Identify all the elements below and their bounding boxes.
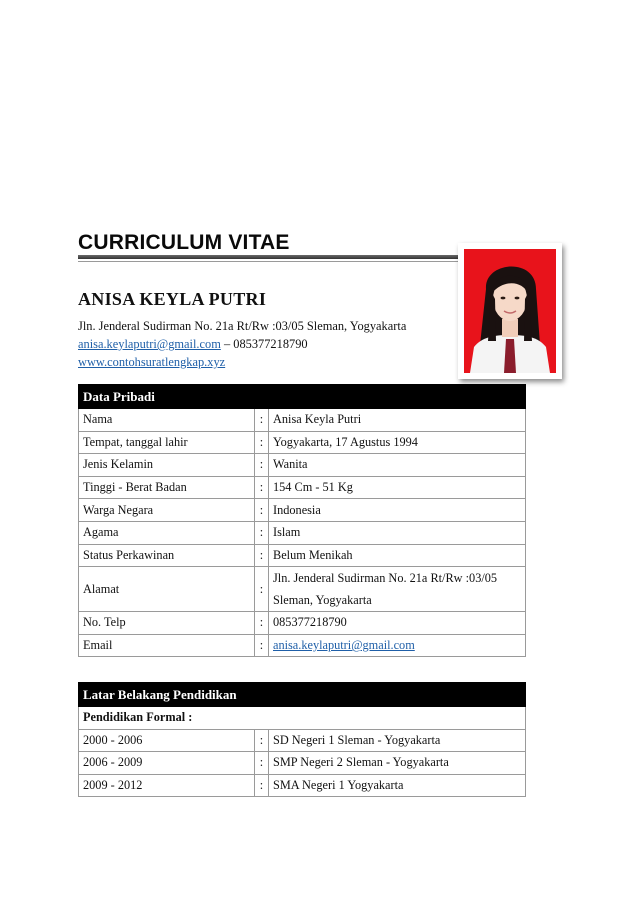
row-label: No. Telp	[79, 612, 255, 635]
row-label: Email	[79, 634, 255, 657]
education-school: SMP Negeri 2 Sleman - Yogyakarta	[269, 752, 526, 775]
row-value: 085377218790	[269, 612, 526, 635]
profile-photo-frame	[458, 243, 562, 379]
row-colon: :	[255, 409, 269, 432]
row-label: Tinggi - Berat Badan	[79, 476, 255, 499]
row-value: Belum Menikah	[269, 544, 526, 567]
education-years: 2009 - 2012	[79, 774, 255, 797]
row-colon: :	[255, 729, 269, 752]
table-row	[79, 431, 526, 454]
address-line: Jln. Jenderal Sudirman No. 21a Rt/Rw :03/05 Sleman, Yogyakarta	[78, 319, 407, 333]
row-value: Yogyakarta, 17 Agustus 1994	[269, 431, 526, 454]
education-school: SMA Negeri 1 Yogyakarta	[269, 774, 526, 797]
cv-title: CURRICULUM VITAE	[78, 231, 290, 254]
row-colon: :	[255, 774, 269, 797]
website-line	[78, 353, 225, 371]
row-label: Status Perkawinan	[79, 544, 255, 567]
subheading-row	[79, 707, 526, 730]
table-row	[79, 729, 526, 752]
email-link[interactable]: anisa.keylaputri@gmail.com	[273, 638, 415, 653]
profile-photo	[464, 249, 556, 373]
data-pribadi-table	[78, 384, 526, 657]
row-colon: :	[255, 612, 269, 635]
row-colon: :	[255, 544, 269, 567]
section-header	[79, 385, 526, 409]
table-row	[79, 752, 526, 775]
section-header	[79, 683, 526, 707]
row-value: Jln. Jenderal Sudirman No. 21a Rt/Rw :03/05 Sleman, Yogyakarta	[269, 567, 526, 612]
education-years: 2000 - 2006	[79, 729, 255, 752]
applicant-name: ANISA KEYLA PUTRI	[78, 289, 267, 309]
education-years: 2006 - 2009	[79, 752, 255, 775]
table-row	[79, 544, 526, 567]
data-pribadi-heading: Data Pribadi	[79, 385, 526, 409]
table-row	[79, 454, 526, 477]
table-row	[79, 476, 526, 499]
table-row	[79, 499, 526, 522]
row-value: 154 Cm - 51 Kg	[269, 476, 526, 499]
row-colon: :	[255, 521, 269, 544]
row-value: Wanita	[269, 454, 526, 477]
email-phone-line	[78, 335, 308, 353]
email-link[interactable]: anisa.keylaputri@gmail.com	[78, 337, 221, 351]
row-value: Anisa Keyla Putri	[269, 409, 526, 432]
row-label: Tempat, tanggal lahir	[79, 431, 255, 454]
website-link[interactable]: www.contohsuratlengkap.xyz	[78, 355, 226, 369]
row-colon: :	[255, 567, 269, 612]
pendidikan-formal-label: Pendidikan Formal :	[79, 707, 526, 730]
row-colon: :	[255, 499, 269, 522]
row-colon: :	[255, 431, 269, 454]
row-colon: :	[255, 752, 269, 775]
row-value	[269, 634, 526, 657]
row-label: Warga Negara	[79, 499, 255, 522]
row-label: Agama	[79, 521, 255, 544]
table-row	[79, 409, 526, 432]
title-underline-thin	[78, 261, 458, 262]
education-school: SD Negeri 1 Sleman - Yogyakarta	[269, 729, 526, 752]
pendidikan-table	[78, 682, 526, 797]
row-value: Islam	[269, 521, 526, 544]
table-row	[79, 774, 526, 797]
row-colon: :	[255, 476, 269, 499]
pendidikan-heading: Latar Belakang Pendidikan	[79, 683, 526, 707]
table-row	[79, 634, 526, 657]
portrait-illustration	[464, 249, 556, 373]
row-label: Jenis Kelamin	[79, 454, 255, 477]
row-colon: :	[255, 634, 269, 657]
row-label: Alamat	[79, 567, 255, 612]
table-row	[79, 567, 526, 612]
table-row	[79, 612, 526, 635]
row-colon: :	[255, 454, 269, 477]
table-row	[79, 521, 526, 544]
row-value: Indonesia	[269, 499, 526, 522]
title-underline	[78, 255, 458, 259]
row-label: Nama	[79, 409, 255, 432]
phone-text: – 085377218790	[223, 337, 308, 351]
